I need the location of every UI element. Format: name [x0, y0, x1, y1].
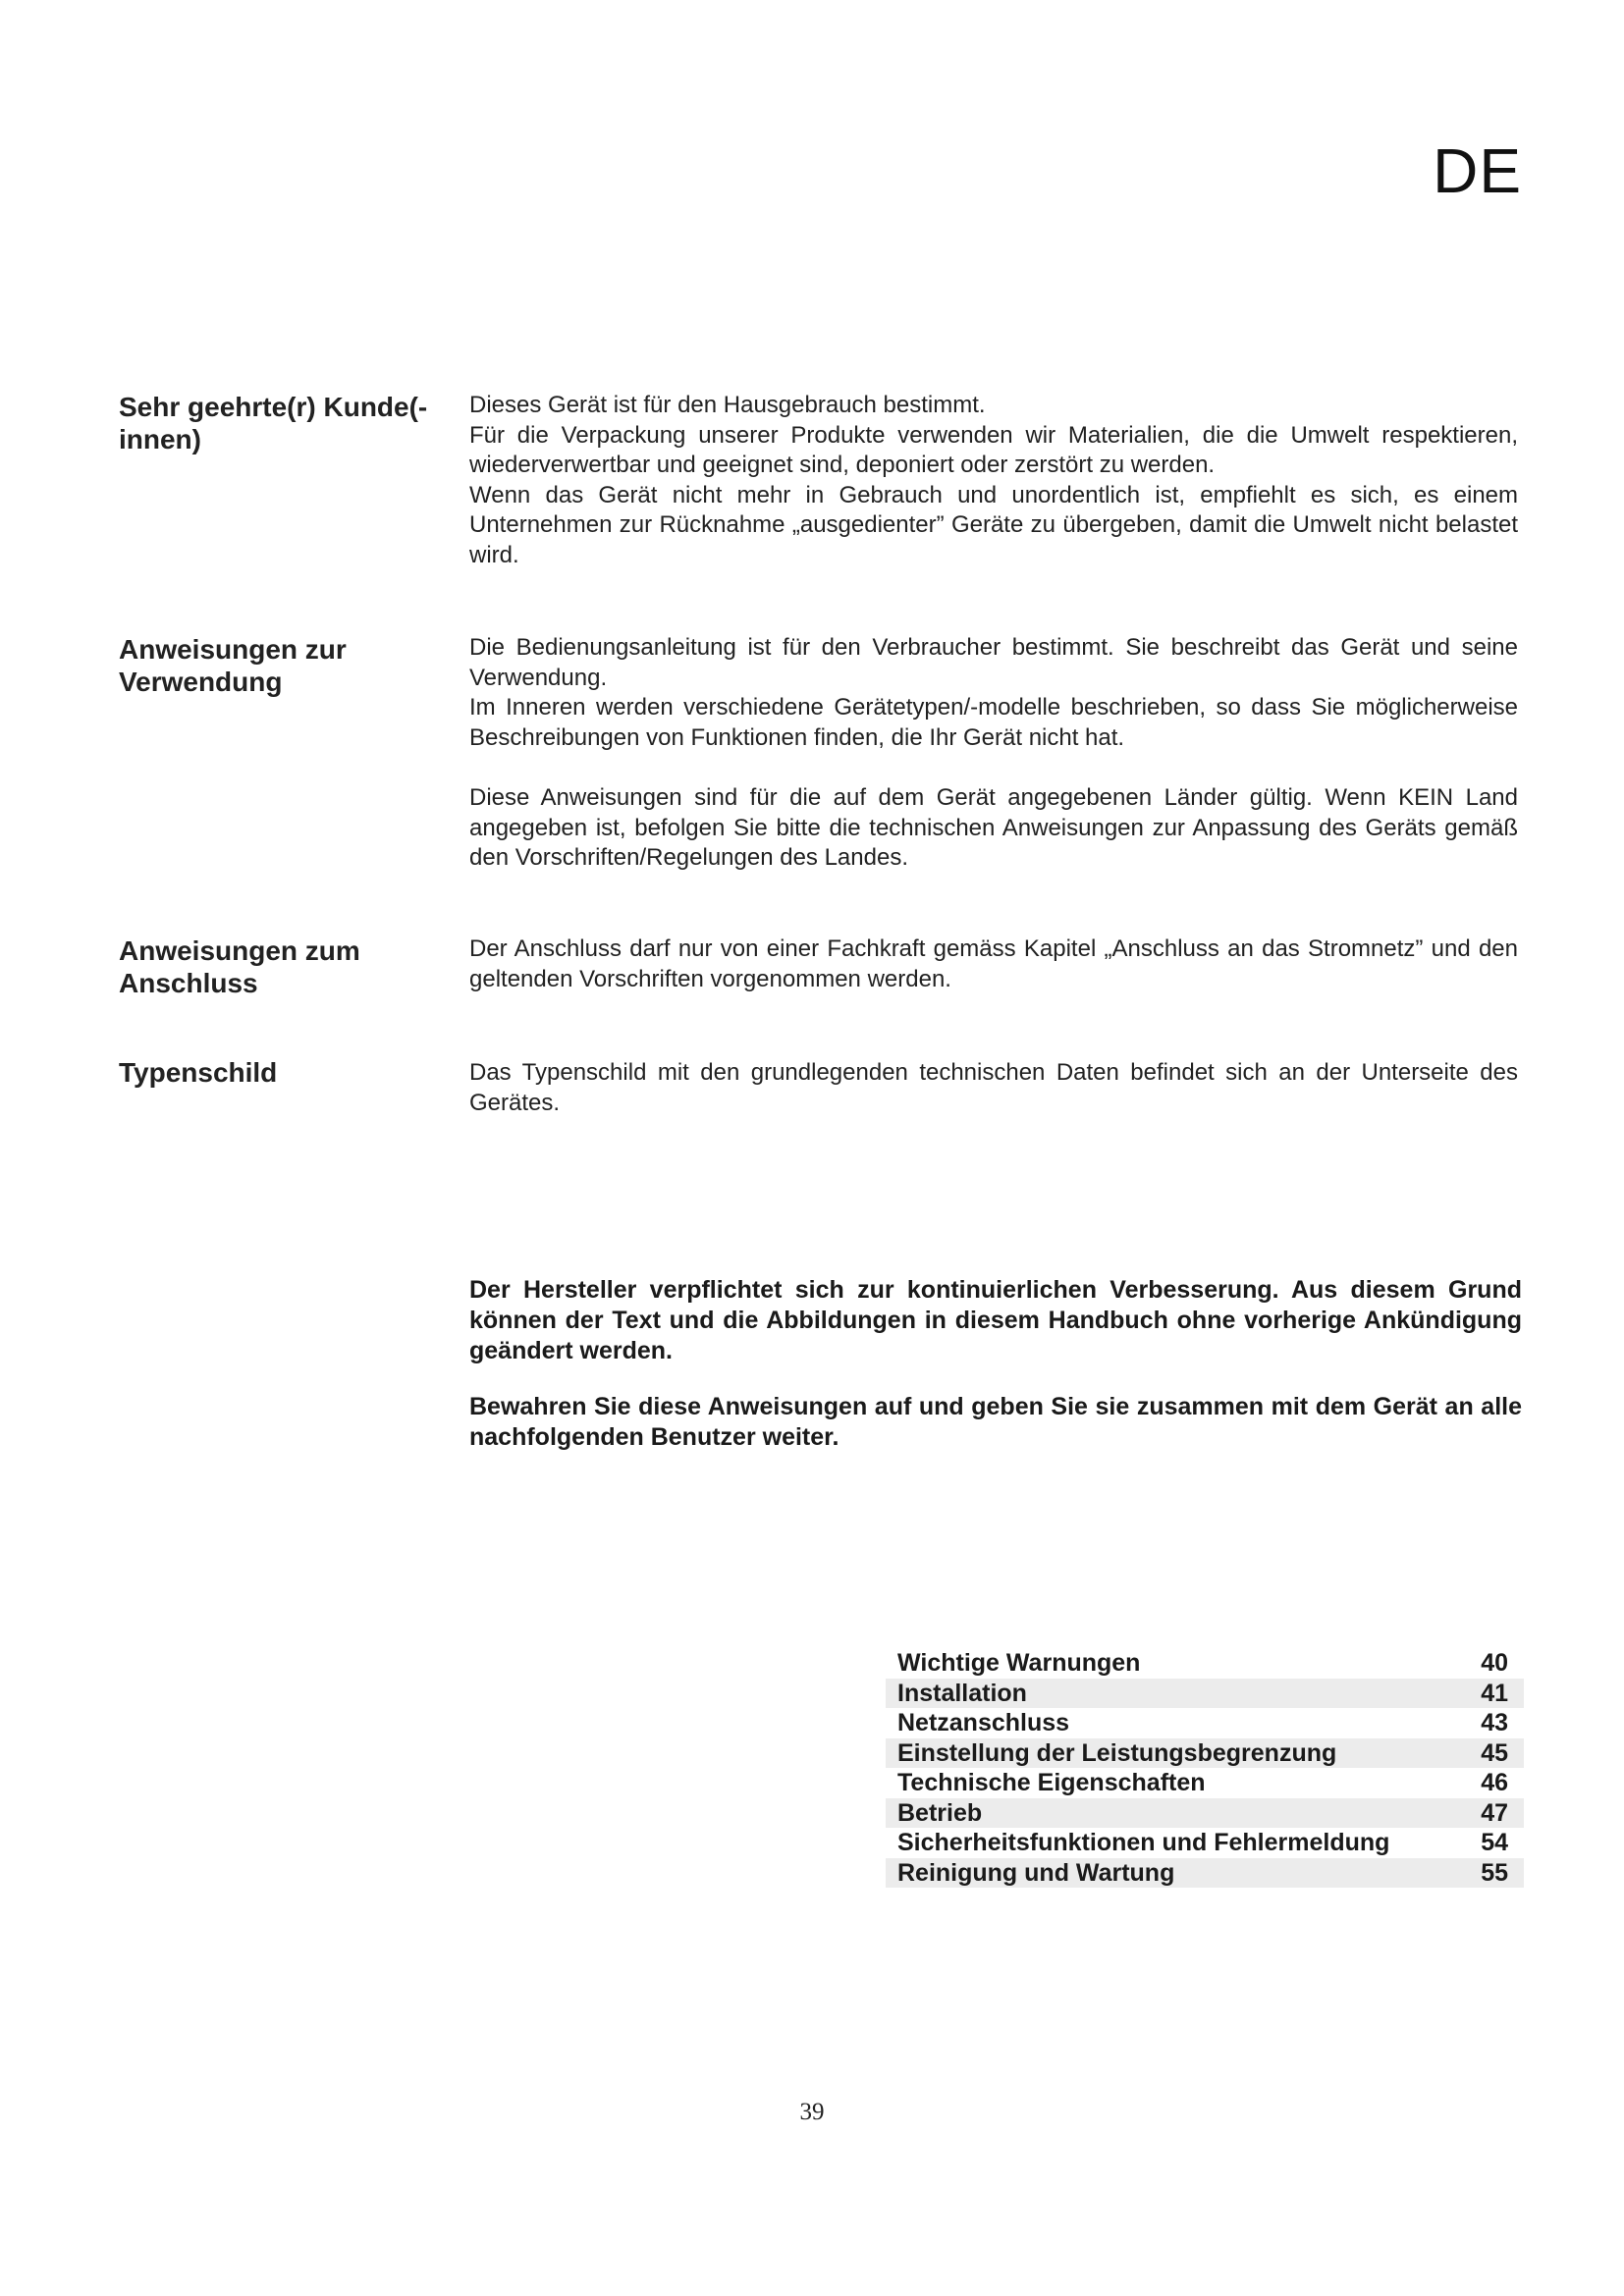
notice-text: Bewahren Sie diese Anweisungen auf und geben Sie sie zusammen mit dem Gerät an alle nachfolgenden Benutzer weiter.: [469, 1393, 1522, 1451]
table-of-contents: [886, 1648, 1524, 1888]
toc-page: 43: [1481, 1709, 1508, 1736]
paragraph: Für die Verpackung unserer Produkte verwenden wir Materialien, die die Umwelt respektieren, wiederverwertbar und geeignet sind, deponiert oder zerstört zu werden.: [469, 421, 1518, 478]
toc-title: Reinigung und Wartung: [897, 1858, 1175, 1887]
toc-title: Technische Eigenschaften: [897, 1769, 1206, 1796]
toc-page: 55: [1481, 1858, 1508, 1887]
toc-page: 40: [1481, 1649, 1508, 1677]
notice-manufacturer: [469, 1275, 1522, 1366]
notice-keep-instructions: [469, 1392, 1522, 1453]
toc-page: 54: [1481, 1829, 1508, 1856]
toc-title: Einstellung der Leistungsbegrenzung: [897, 1738, 1337, 1767]
paragraph: Wenn das Gerät nicht mehr in Gebrauch und unordentlich ist, empfiehlt es sich, es einem Unternehmen zur Rücknahme „ausgedienter” Geräte zu übergeben, damit die Umwelt nicht belastet wird.: [469, 481, 1518, 568]
toc-row[interactable]: [886, 1798, 1524, 1829]
section-heading: Anweisungen zur Verwendung: [119, 634, 347, 697]
toc-row[interactable]: [886, 1768, 1524, 1798]
toc-title: Netzanschluss: [897, 1709, 1070, 1736]
notice-text: Der Hersteller verpflichtet sich zur kontinuierlichen Verbesserung. Aus diesem Grund können der Text und die Abbildungen in diesem Handbuch ohne vorherige Ankündigung geändert werden.: [469, 1276, 1522, 1364]
paragraph: Dieses Gerät ist für den Hausgebrauch bestimmt.: [469, 392, 986, 418]
section-body: [469, 1058, 1518, 1118]
paragraph: Die Bedienungsanleitung ist für den Verbraucher bestimmt. Sie beschreibt das Gerät und seine Verwendung.: [469, 634, 1518, 691]
toc-title: Installation: [897, 1679, 1027, 1707]
toc-row[interactable]: [886, 1738, 1524, 1769]
toc-title: Wichtige Warnungen: [897, 1649, 1141, 1677]
toc-row[interactable]: [886, 1648, 1524, 1679]
section-body: [469, 633, 1518, 874]
paragraph: Im Inneren werden verschiedene Gerätetypen/-modelle beschrieben, so dass Sie möglicherweise Beschreibungen von Funktionen finden, die Ihr Gerät nicht hat.: [469, 694, 1518, 751]
toc-row[interactable]: [886, 1828, 1524, 1858]
section-body: [469, 934, 1518, 994]
paragraph: Der Anschluss darf nur von einer Fachkraft gemäss Kapitel „Anschluss an das Stromnetz” und den geltenden Vorschriften vorgenommen werden.: [469, 935, 1518, 992]
toc-page: 47: [1481, 1798, 1508, 1827]
toc-title: Betrieb: [897, 1798, 983, 1827]
toc-page: 45: [1481, 1738, 1508, 1767]
toc-title: Sicherheitsfunktionen und Fehlermeldung: [897, 1829, 1390, 1856]
toc-page: 41: [1481, 1679, 1508, 1707]
toc-row[interactable]: [886, 1708, 1524, 1738]
paragraph: Das Typenschild mit den grundlegenden technischen Daten befindet sich an der Unterseite des Gerätes.: [469, 1059, 1518, 1116]
section-heading: Anweisungen zum Anschluss: [119, 935, 360, 998]
toc-page: 46: [1481, 1769, 1508, 1796]
toc-row[interactable]: [886, 1858, 1524, 1889]
section-heading: Sehr geehrte(r) Kunde(-innen): [119, 392, 428, 454]
toc-row[interactable]: [886, 1679, 1524, 1709]
language-code: DE: [1433, 135, 1522, 206]
section-body: [469, 391, 1518, 570]
section-heading: Typenschild: [119, 1057, 278, 1088]
page-number: 39: [799, 2099, 825, 2125]
paragraph: Diese Anweisungen sind für die auf dem Gerät angegebenen Länder gültig. Wenn KEIN Land angegeben ist, befolgen Sie bitte die technischen Anweisungen zur Anpassung des Geräts gemäß den Vorschriften/Regelungen des Landes.: [469, 784, 1518, 871]
